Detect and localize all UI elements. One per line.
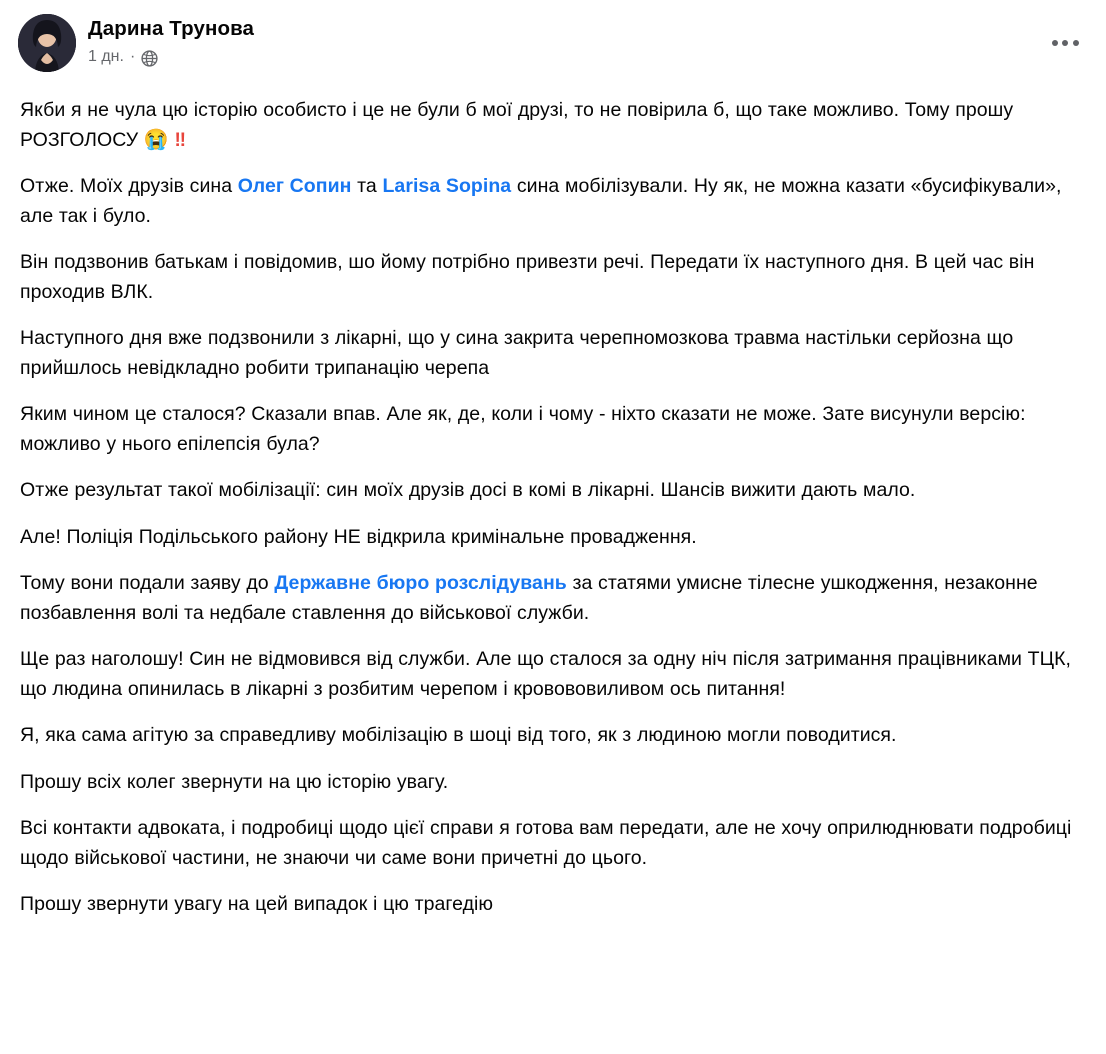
post-header-text (88, 14, 254, 67)
post-text-run: Отже результат такої мобілізації: син моїх друзів досі в комі в лікарні. Шансів вижити дають мало. (20, 479, 916, 501)
avatar[interactable] (18, 14, 76, 72)
post-text-run: Наступного дня вже подзвонили з лікарні, що у сина закрита черепномозкова травма настільки серйозна що прийшлось невідкладно робити трипанацію черепа (20, 327, 1014, 379)
post-paragraph (20, 721, 1086, 751)
post-paragraph (20, 248, 1086, 307)
emoji-double-exclamation: ‼ (174, 129, 185, 151)
post-text-run: Якби я не чула цю історію особисто і це не були б мої друзі, то не повірила б, що таке можливо. Тому прошу РОЗГОЛОСУ (20, 99, 1014, 151)
post-text-run: за статями умисне тілесне ушкодження, незаконне позбавлення волі та недбале ставлення до військової служби. (20, 572, 1038, 624)
ellipsis-dot (1073, 40, 1079, 46)
emoji-crying-face: 😭 (143, 128, 169, 151)
post-text-run: Він подзвонив батькам і повідомив, шо йому потрібно привезти речі. Передати їх наступного дня. В цей час він проходив ВЛК. (20, 251, 1035, 303)
author-name[interactable]: Дарина Трунова (88, 17, 255, 40)
post-paragraph (20, 400, 1086, 459)
post-text-body (18, 80, 1088, 920)
post-text-run: Тому вони подали заяву до (20, 572, 275, 594)
post-paragraph (20, 324, 1086, 383)
post-paragraph (20, 476, 1086, 506)
post-text-run: Отже. Моїх друзів сина (20, 175, 238, 197)
post-text-run: Всі контакти адвоката, і подробиці щодо цієї справи я готова вам передати, але не хочу оприлюднювати подробиці щодо військової частини, не знаючи чи саме вони причетні до цього. (20, 817, 1072, 869)
post-paragraph (20, 645, 1086, 704)
post-text-run: сина мобілізували. Ну як, не можна казати «бусифікували», але так і було. (20, 175, 1062, 227)
post-text-run: Я, яка сама агітую за справедливу мобілізацію в шоці від того, як з людиною могли поводитися. (20, 724, 897, 746)
ellipsis-dot (1052, 40, 1058, 46)
meta-separator: · (129, 48, 136, 65)
ellipsis-icon[interactable] (1046, 30, 1084, 56)
globe-icon[interactable] (141, 50, 158, 67)
post-paragraph (20, 523, 1086, 553)
mention-link[interactable]: Державне бюро розслідувань (274, 572, 567, 594)
post-text-run: Прошу всіх колег звернути на цю історію увагу. (20, 770, 449, 793)
mention-link[interactable]: Олег Сопин (237, 175, 352, 197)
post-paragraph (20, 814, 1086, 873)
post-timestamp[interactable]: 1 дн. (88, 48, 124, 65)
post-text-run: Але! Поліція Подільського району НЕ відкрила кримінальне провадження. (20, 525, 697, 548)
post-text-run: Яким чином це сталося? Сказали впав. Але як, де, коли і чому - ніхто сказати не може. Зате висунули версію: можливо у нього епілепсія була? (20, 403, 1026, 455)
post-text-run: та (351, 175, 383, 197)
post-header (18, 14, 1088, 80)
post-text-run: Прошу звернути увагу на цей випадок і цю трагедію (20, 893, 494, 915)
post-text-run: Ще раз наголошу! Син не відмовився від служби. Але що сталося за одну ніч після затримання працівниками ТЦК, що людина опинилась в лікарні з розбитим черепом і кровововиливом ось питання! (20, 648, 1071, 700)
post-paragraph (20, 96, 1086, 155)
avatar-image (18, 14, 76, 72)
post-paragraph (20, 768, 1086, 798)
post-paragraph (20, 890, 1086, 920)
ellipsis-dot (1062, 40, 1068, 46)
mention-link[interactable]: Larisa Sopina (382, 175, 512, 197)
post-paragraph (20, 569, 1086, 628)
post-paragraph (20, 172, 1086, 231)
post-meta (88, 47, 254, 67)
